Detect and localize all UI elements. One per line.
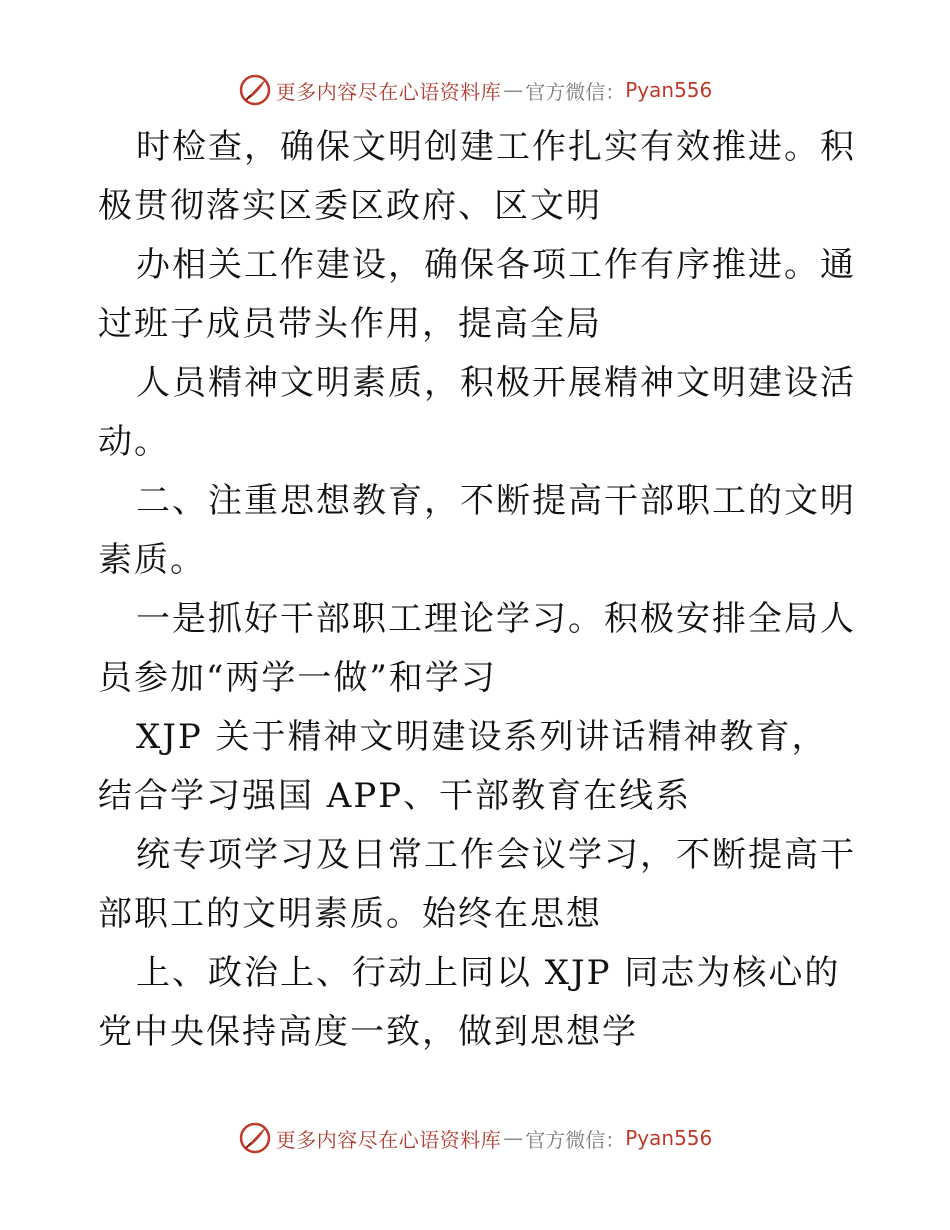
document-body [98,118,858,1062]
quill-logo-icon [238,1121,272,1155]
section-heading: 二、注重思想教育，不断提高干部职工的文明素质。 [98,481,856,580]
paragraph: 人员精神文明素质，积极开展精神文明建设活动。 [98,363,856,462]
watermark-wechat-label: 官方微信： [525,1127,626,1152]
watermark-separator: — [503,1126,524,1150]
watermark-text: 更多内容尽在心语资料库 [275,1127,502,1152]
paragraph: 时检查，确保文明创建工作扎实有效推进。积极贯彻落实区委区政府、区文明 [98,127,856,226]
paragraph: 办相关工作建设，确保各项工作有序推进。通过班子成员带头作用，提高全局 [98,245,856,344]
watermark-text: 更多内容尽在心语资料库 [275,79,502,104]
watermark-separator: — [503,78,524,102]
watermark-wechat-label: 官方微信： [525,79,626,104]
watermark-wechat-id: Pyan556 [625,78,713,102]
paragraph: XJP 关于精神文明建设系列讲话精神教育，结合学习强国 APP、干部教育在线系 [98,717,828,816]
footer-watermark [0,1118,950,1158]
paragraph: 一是抓好干部职工理论学习。积极安排全局人员参加“两学一做”和学习 [98,599,856,698]
quill-logo-icon [238,73,272,107]
watermark-wechat-id: Pyan556 [625,1126,713,1150]
paragraph: 统专项学习及日常工作会议学习，不断提高干部职工的文明素质。始终在思想 [98,835,856,934]
header-watermark [0,70,950,110]
paragraph: 上、政治上、行动上同以 XJP 同志为核心的党中央保持高度一致，做到思想学 [98,953,841,1052]
